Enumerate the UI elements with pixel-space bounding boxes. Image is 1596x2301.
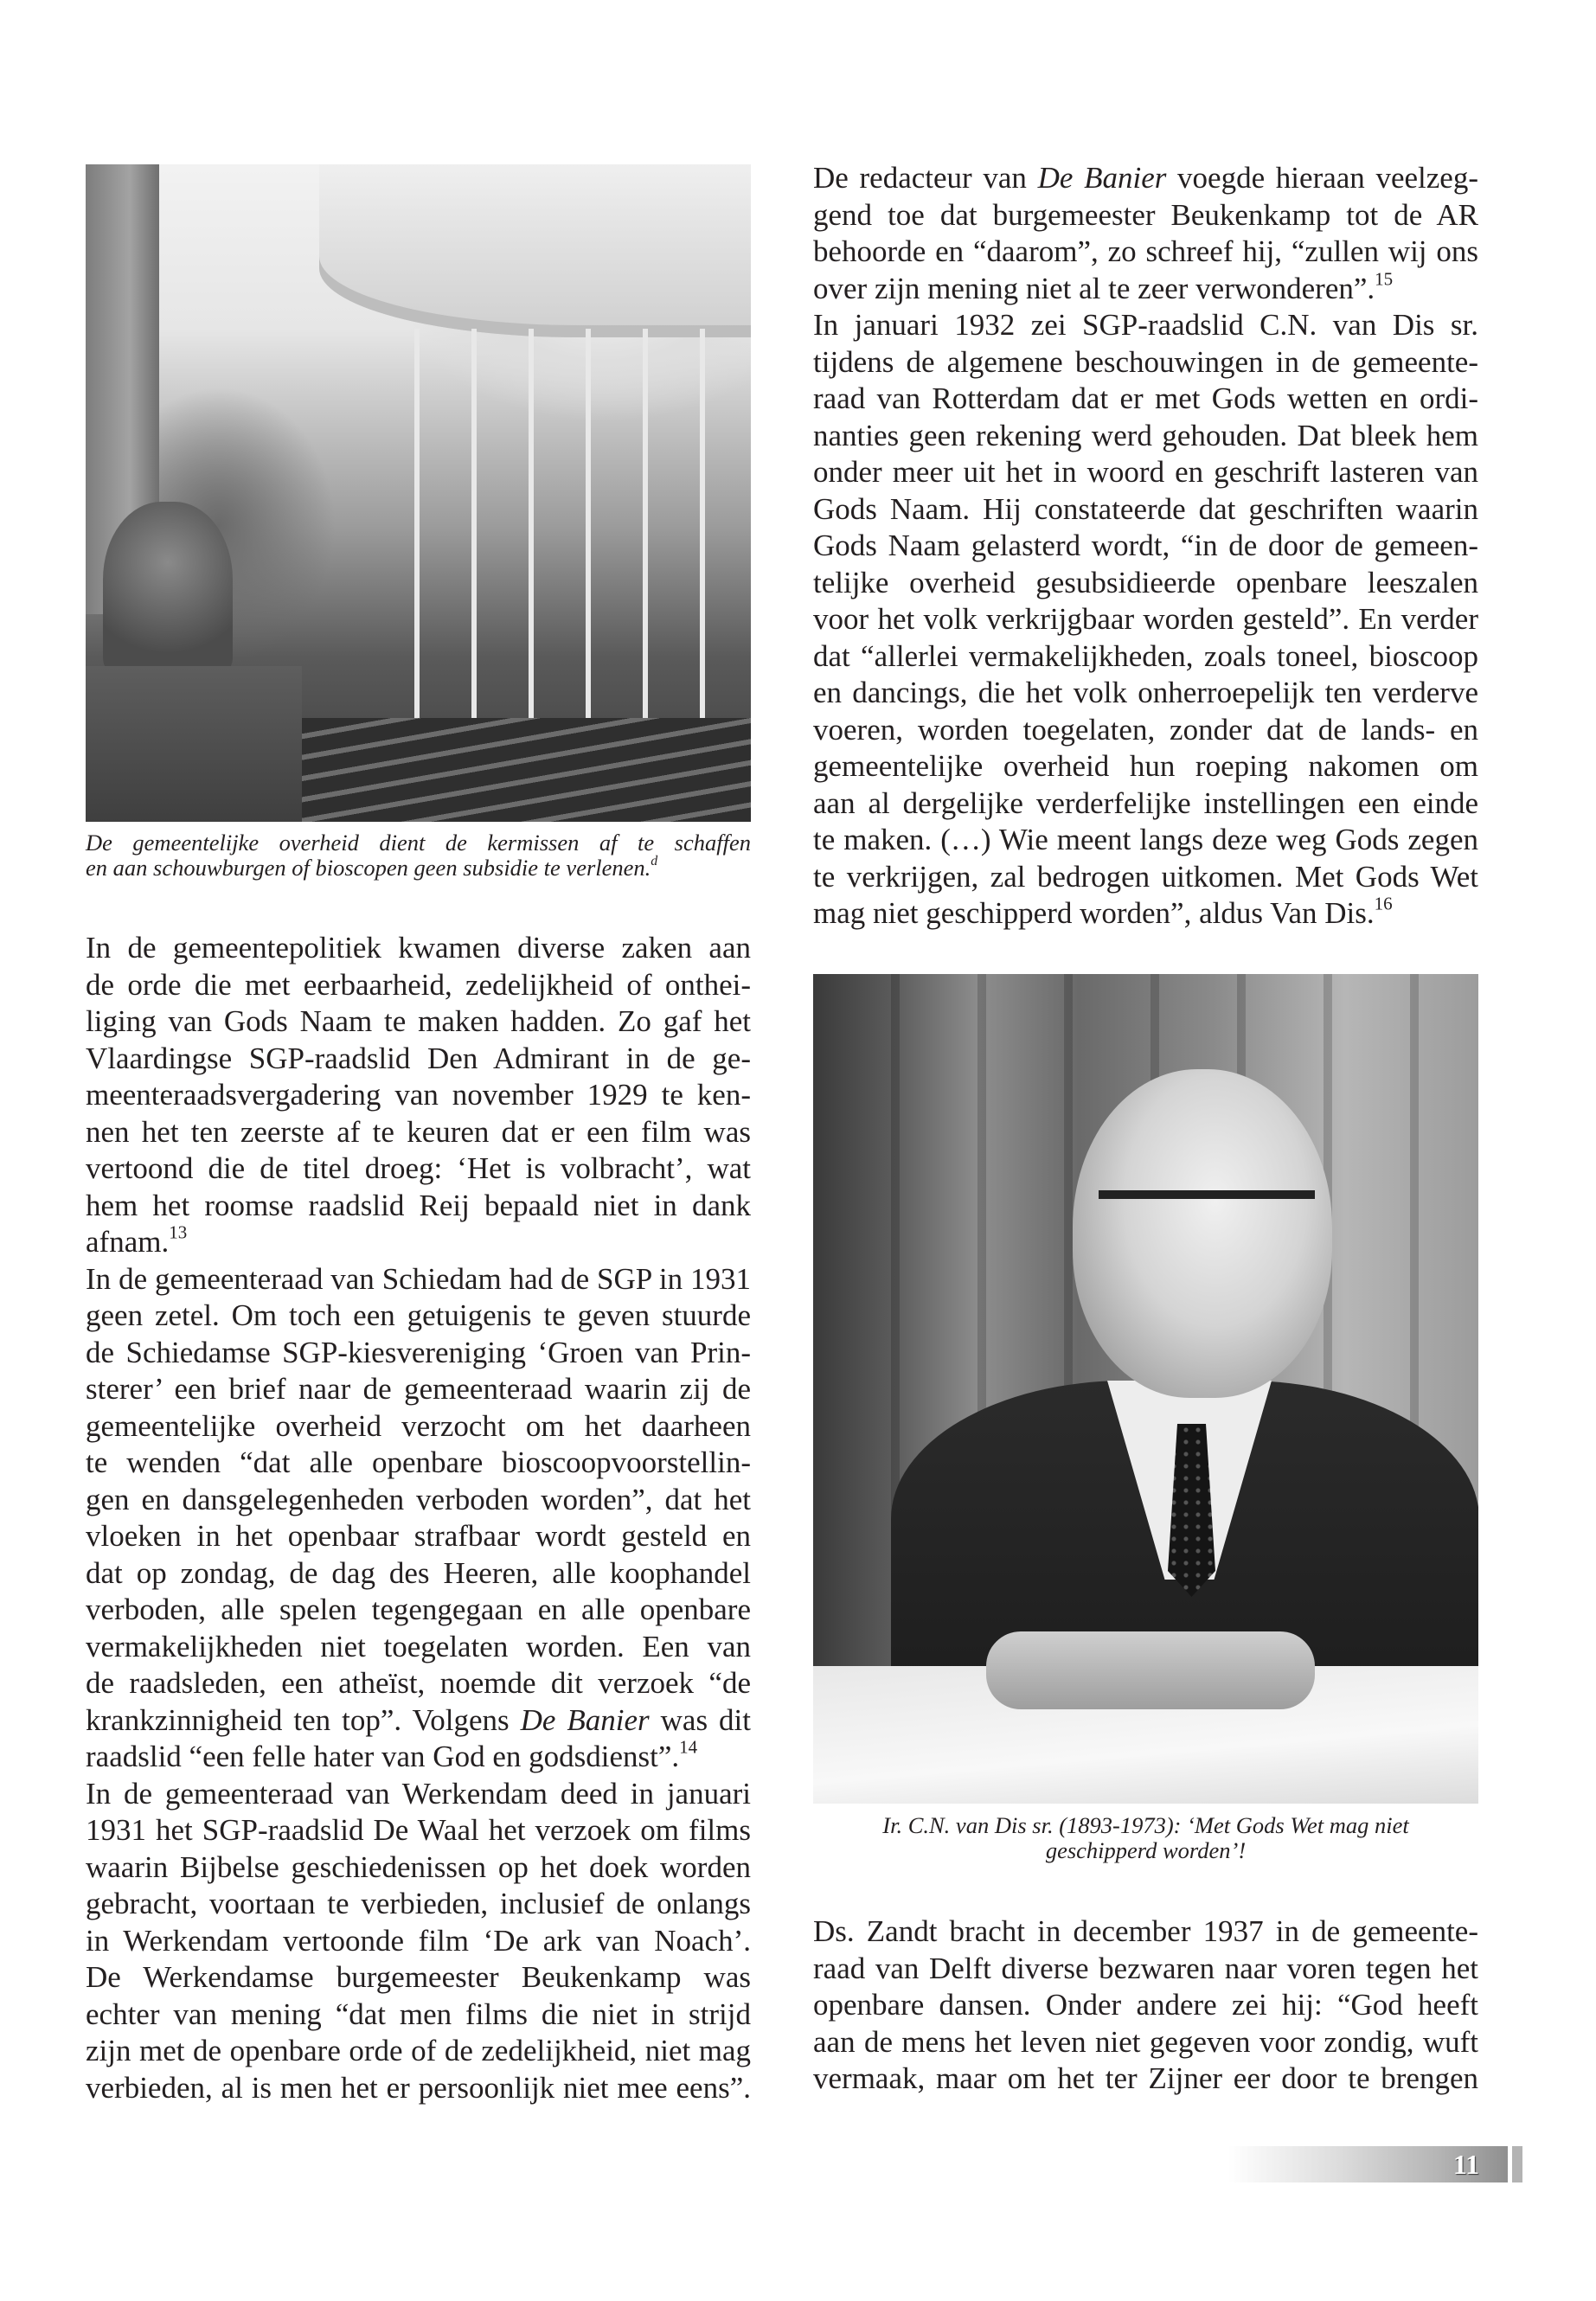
footnote-ref-15[interactable]: 15	[1375, 267, 1394, 289]
body-line: Vlaardingse SGP-raadslid Den Admirant in de ge-	[86, 1041, 751, 1075]
body-line: en dancings, die het volk onherroepelijk ten verderve	[813, 676, 1478, 709]
body-line: te verkrijgen, zal bedrogen uitkomen. Met Gods Wet	[813, 859, 1478, 894]
caption-line: en aan schouwburgen of bioscopen geen subsidie te verlenen.$^d$	[86, 854, 658, 881]
body-line: gemeentelijke overheid verzocht om het daarheen	[86, 1408, 751, 1443]
body-line: dat op zondag, de dag des Heeren, alle koophandel	[86, 1555, 751, 1590]
body-line: krankzinnigheid ten top”. Volgens De Banier was dit	[86, 1702, 751, 1737]
body-line: meenteraadsvergadering van november 1929 te ken-	[86, 1078, 751, 1112]
body-line: echter van mening “dat men films die niet in strijd	[86, 1997, 751, 2031]
body-line: geen zetel. Om toch een getuigenis te geven stuurde	[86, 1298, 751, 1332]
right-column-closing	[813, 1913, 1478, 2098]
body-line: de orde die met eerbaarheid, zedelijkheid of onthei-	[86, 967, 751, 1002]
photo-steps	[302, 718, 751, 822]
body-line: vermaak, maar om het ter Zijner eer door te brengen	[813, 2061, 1478, 2095]
body-line: zijn met de openbare orde of de zedelijkheid, niet mag	[86, 2034, 751, 2067]
photo-glasses	[1099, 1190, 1315, 1242]
body-line: telijke overheid gesubsidieerde openbare leeszalen	[813, 565, 1478, 599]
body-line: Gods Naam. Hij constateerde dat geschriften waarin	[813, 491, 1478, 526]
caption-line: Ir. C.N. van Dis sr. (1893-1973): ‘Met Gods Wet mag niet	[882, 1812, 1409, 1838]
body-line: voeren, worden toegelaten, zonder dat de lands- en	[813, 712, 1478, 747]
body-line: vertoond die de titel droeg: ‘Het is volbracht’, wat	[86, 1151, 751, 1185]
body-line: raadslid “een felle hater van God en godsdienst”.$^{14}$	[86, 1736, 698, 1773]
body-line: waarin Bijbelse geschiedenissen op het doek worden	[86, 1849, 751, 1884]
carousel-photo	[86, 164, 751, 822]
carousel-photo-caption	[86, 830, 751, 881]
photo-lion-statue	[103, 502, 233, 675]
body-line: In de gemeenteraad van Schiedam had de SGP in 1931	[86, 1261, 751, 1296]
body-line: in Werkendam vertoonde film ‘De ark van Noach’.	[86, 1923, 751, 1958]
body-line: Gods Naam gelasterd wordt, “in de door de gemeen-	[813, 529, 1478, 562]
photo-carousel-canopy	[319, 164, 751, 337]
publication-title: De Banier	[1037, 161, 1167, 195]
footnote-ref-14[interactable]: 14	[679, 1736, 698, 1758]
right-column-body	[813, 160, 1478, 933]
caption-note-marker: d	[651, 854, 658, 869]
body-line: behoorde en “daarom”, zo schreef hij, “zullen wij ons	[813, 234, 1478, 268]
body-line: aan al dergelijke verderfelijke instellingen een einde	[813, 785, 1478, 820]
body-line: vloeken in het openbaar strafbaar wordt gesteld en	[86, 1519, 751, 1553]
body-line: mag niet geschipperd worden”, aldus Van Dis.$^{16}$	[813, 893, 1393, 930]
body-line: Ds. Zandt bracht in december 1937 in de gemeente-	[813, 1914, 1478, 1948]
page-number-bar-tab	[1512, 2146, 1522, 2182]
body-line: In de gemeenteraad van Werkendam deed in januari	[86, 1776, 751, 1811]
body-line: afnam.$^{13}$	[86, 1221, 188, 1259]
body-line: De redacteur van De Banier voegde hieraan veelzeg-	[813, 161, 1478, 195]
page-number: 11	[1452, 2149, 1480, 2180]
body-line: de Schiedamse SGP-kiesvereniging ‘Groen van Prin-	[86, 1335, 751, 1369]
body-line: voor het volk verkrijgbaar worden gesteld”. En verder	[813, 602, 1478, 636]
portrait-photo-caption	[813, 1813, 1478, 1863]
body-line: gend toe dat burgemeester Beukenkamp tot de AR	[813, 197, 1478, 232]
body-line: verboden, alle spelen tegengegaan en alle openbare	[86, 1593, 751, 1626]
body-line: liging van Gods Naam te maken hadden. Zo gaf het	[86, 1004, 751, 1038]
photo-hands	[986, 1631, 1315, 1709]
body-line: In januari 1932 zei SGP-raadslid C.N. van Dis sr.	[813, 308, 1478, 342]
body-line: tijdens de algemene beschouwingen in de gemeente-	[813, 344, 1478, 379]
left-column-body	[86, 930, 751, 2106]
body-line: gebracht, voortaan te verbieden, inclusief de onlangs	[86, 1887, 751, 1920]
body-line: sterer’ een brief naar de gemeenteraad waarin zij de	[86, 1372, 751, 1406]
body-line: gen en dansgelegenheden verboden worden”, dat het	[86, 1482, 751, 1516]
body-line: raad van Rotterdam dat er met Gods wetten en ordi-	[813, 381, 1478, 415]
body-line: De Werkendamse burgemeester Beukenkamp was	[86, 1960, 751, 1994]
body-line: dat “allerlei vermakelijkheden, zoals toneel, bioscoop	[813, 638, 1478, 673]
caption-line: De gemeentelijke overheid dient de kermissen af te schaffen	[86, 830, 751, 856]
body-line: over zijn mening niet al te zeer verwonderen”.$^{15}$	[813, 267, 1394, 305]
body-line: gemeentelijke overheid hun roeping nakomen om	[813, 749, 1478, 783]
body-line: nanties geen rekening werd gehouden. Dat bleek hem	[813, 418, 1478, 452]
body-line: raad van Delft diverse bezwaren naar voren tegen het	[813, 1951, 1478, 1985]
body-line: 1931 het SGP-raadslid De Waal het verzoek om films	[86, 1813, 751, 1847]
portrait-photo	[813, 974, 1478, 1804]
footnote-ref-16[interactable]: 16	[1374, 893, 1393, 914]
photo-carousel-poles	[362, 329, 751, 718]
caption-line: geschipperd worden’!	[1045, 1837, 1247, 1863]
body-line: te maken. (…) Wie meent langs deze weg Gods zegen	[813, 823, 1478, 856]
body-line: nen het ten zeerste af te keuren dat er een film was	[86, 1114, 751, 1149]
body-line: openbare dansen. Onder andere zei hij: “God heeft	[813, 1988, 1478, 2022]
body-line: onder meer uit het in woord en geschrift lasteren van	[813, 455, 1478, 489]
body-line: aan de mens het leven niet gegeven voor zondig, wuft	[813, 2024, 1478, 2059]
body-line: te wenden “dat alle openbare bioscoopvoorstellin-	[86, 1445, 751, 1479]
publication-title: De Banier	[520, 1702, 650, 1737]
body-line: In de gemeentepolitiek kwamen diverse zaken aan	[86, 931, 751, 965]
photo-plinth	[86, 666, 302, 822]
footnote-ref-13[interactable]: 13	[169, 1221, 188, 1243]
body-line: de raadsleden, een atheïst, noemde dit verzoek “de	[86, 1666, 751, 1700]
body-line: vermakelijkheden niet toegelaten worden. Een van	[86, 1629, 751, 1663]
body-line: hem het roomse raadslid Reij bepaald niet in dank	[86, 1188, 751, 1222]
body-line: verbieden, al is men het er persoonlijk niet mee eens”.	[86, 2070, 751, 2105]
